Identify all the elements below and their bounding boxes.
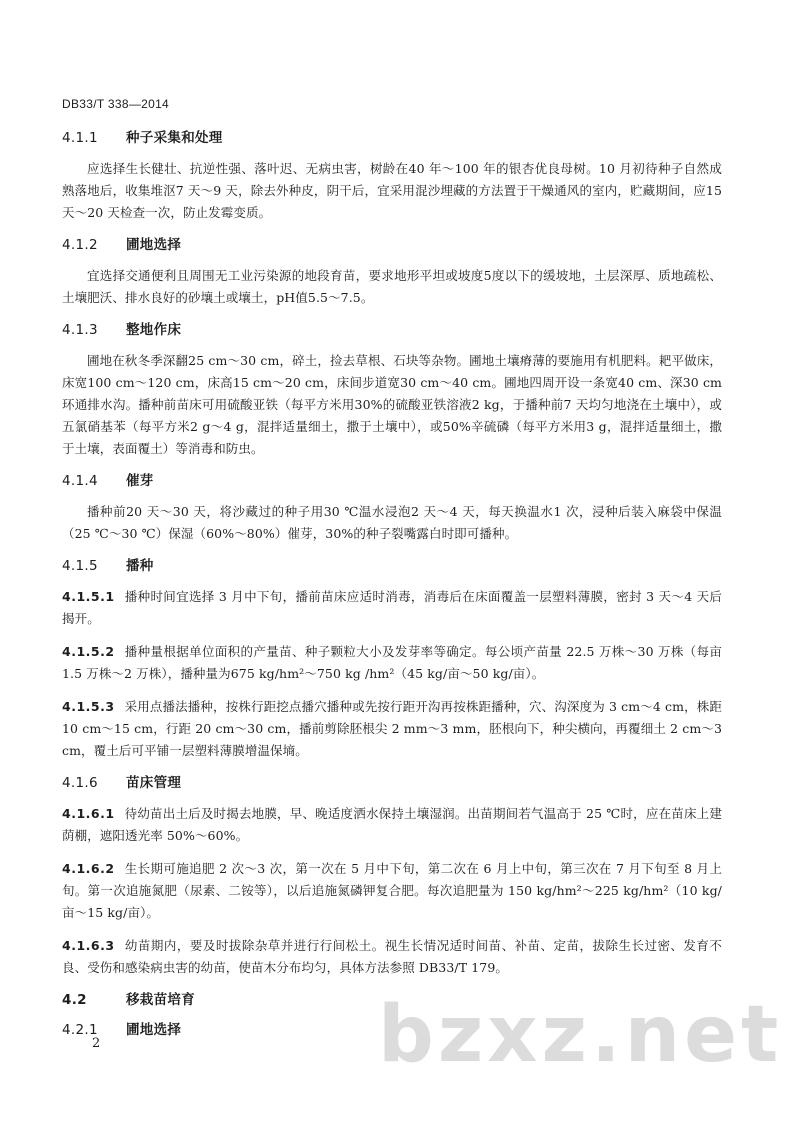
clause-item <box>62 935 722 979</box>
section-number: 4.2 <box>62 992 87 1008</box>
section-heading-4-1-3 <box>62 320 722 340</box>
clause-number: 4.1.5.3 <box>62 699 115 714</box>
section-heading-4-1-2 <box>62 235 722 255</box>
section-number: 4.1.3 <box>62 322 98 338</box>
section-heading-4-1-4 <box>62 471 722 491</box>
clause-item <box>62 641 722 685</box>
section-paragraph: 宜选择交通便利且周围无工业污染源的地段育苗，要求地形平坦或坡度5度以下的缓坡地，土层深厚、质地疏松、土壤肥沃、排水良好的砂壤土或壤土，pH值5.5～7.5。 <box>62 268 722 305</box>
section-heading-4-1-6 <box>62 773 722 793</box>
clause-number: 4.1.6.1 <box>62 806 115 821</box>
section-title: 圃地选择 <box>126 1022 182 1038</box>
section-number: 4.1.4 <box>62 473 98 489</box>
section-number: 4.1.6 <box>62 775 98 791</box>
clause-text: 幼苗期内，要及时拔除杂草并进行行间松土。视生长情况适时间苗、补苗、定苗，拔除生长过密、发育不良、受伤和感染病虫害的幼苗，使苗木分布均匀，具体方法参照 DB33/T 179。 <box>62 938 722 975</box>
section-paragraph: 播种前20 天～30 天，将沙藏过的种子用30 ℃温水浸泡2 天～4 天，每天换温水1 次，浸种后装入麻袋中保温（25 ℃～30 ℃）保湿（60%～80%）催芽，30%的种子裂嘴露白时即可播种。 <box>62 504 722 541</box>
section-heading-4-1-5 <box>62 556 722 576</box>
section-number: 4.1.1 <box>62 130 98 146</box>
document-body <box>62 128 722 1050</box>
clause-number: 4.1.6.2 <box>62 861 115 876</box>
section-title: 苗床管理 <box>126 775 182 791</box>
section-title: 整地作床 <box>126 322 182 338</box>
clause-item <box>62 858 722 924</box>
section-paragraph: 圃地在秋冬季深翻25 cm～30 cm，碎土，捡去草根、石块等杂物。圃地土壤瘠薄的要施用有机肥料。耙平做床，床宽100 cm～120 cm，床高15 cm～20 cm，床间步道宽30 cm～40 cm。圃地四周开设一条宽40 cm、深30 cm环通排水沟。播种前苗床可用硫酸亚铁（每平方米用30%的硫酸亚铁溶液2 kg，于播种前7 天均匀地浇在土壤中），或五氯硝基苯（每平方米2 g～4 g，混拌适量细土，撒于土壤中），或50%辛硫磷（每平方米用3 g，混拌适量细土，撒于土壤，表面覆土）等消毒和防虫。 <box>62 353 722 456</box>
clause-item <box>62 586 722 630</box>
section-title: 播种 <box>126 558 154 574</box>
section-title: 圃地选择 <box>126 237 182 253</box>
clause-text: 播种时间宜选择 3 月中下旬，播前苗床应适时消毒，消毒后在床面覆盖一层塑料薄膜，密封 3 天～4 天后揭开。 <box>62 589 722 626</box>
section-title: 移栽苗培育 <box>126 992 195 1008</box>
clause-item <box>62 696 722 762</box>
document-code-header: DB33/T 338—2014 <box>62 97 170 111</box>
clause-number: 4.1.5.1 <box>62 589 115 604</box>
clause-number: 4.1.5.2 <box>62 644 115 659</box>
section-number: 4.2.1 <box>62 1022 98 1038</box>
section-number: 4.1.2 <box>62 237 98 253</box>
clause-text: 采用点播法播种，按株行距挖点播穴播种或先按行距开沟再按株距播种，穴、沟深度为 3 cm～4 cm，株距 10 cm～15 cm，行距 20 cm～30 cm，播前剪除胚根尖 2 mm～3 mm，胚根向下，种尖横向，再覆细土 2 cm～3 cm，覆土后可平铺一层塑料薄膜增温保墒。 <box>62 699 722 758</box>
section-title: 催芽 <box>126 473 154 489</box>
clause-text: 待幼苗出土后及时揭去地膜，早、晚适度洒水保持土壤湿润。出苗期间若气温高于 25 ℃时，应在苗床上建荫棚，遮阳透光率 50%～60%。 <box>62 806 722 843</box>
section-title: 种子采集和处理 <box>126 130 223 146</box>
clause-text: 播种量根据单位面积的产量苗、种子颗粒大小及发芽率等确定。每公顷产苗量 22.5 万株～30 万株（每亩 1.5 万株～2 万株），播种量为675 kg/hm²～750 kg /hm²（45 kg/亩～50 kg/亩）。 <box>62 644 722 681</box>
clause-text: 生长期可施追肥 2 次～3 次，第一次在 5 月中下旬，第二次在 6 月上中旬，第三次在 7 月下旬至 8 月上旬。第一次追施氮肥（尿素、二铵等），以后追施氮磷钾复合肥。每次追肥量为 150 kg/hm²～225 kg/hm²（10 kg/亩～15 kg/亩）。 <box>62 861 722 920</box>
section-heading-4-1-1 <box>62 128 722 148</box>
clause-item <box>62 803 722 847</box>
section-number: 4.1.5 <box>62 558 98 574</box>
clause-number: 4.1.6.3 <box>62 938 115 953</box>
site-watermark: bzxz.net <box>378 990 783 1080</box>
section-paragraph: 应选择生长健壮、抗逆性强、落叶迟、无病虫害，树龄在40 年～100 年的银杏优良母树。10 月初待种子自然成熟落地后，收集堆沤7 天～9 天，除去外种皮，阴干后，宜采用混沙埋藏的方法置于干燥通风的室内，贮藏期间，应15 天～20 天检查一次，防止发霉变质。 <box>62 161 722 220</box>
page-number: 2 <box>92 1036 101 1051</box>
